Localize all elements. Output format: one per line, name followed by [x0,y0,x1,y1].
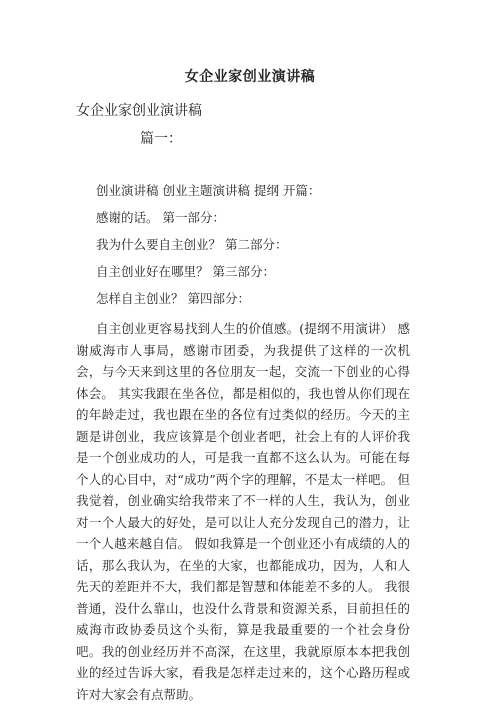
body-paragraph: 自主创业更容易找到人生的价值感。(提纲不用演讲） 感谢威海市人事局，感谢市团委，为我提供了这样的一次机会，与今天来到这里的各位朋友一起，交流一下创业的心得体会。 其实我跟在坐各位，都是相似的，我也曾从你们现在的年龄走过，我也跟在坐的各位有过类似的经历。今天的主题是讲创业，我应该算是个创业者吧，社会上有的人评价我是一个创业成功的人，可是我一直都不这么认为。可能在每个人的心目中，对“成功”两个字的理解，不是太一样吧。 但我觉着，创业确实给我带来了不一样的人生，我认为，创业对一个人最大的好处，是可以让人充分发现自己的潜力，让一个人越来越自信。 假如我算是一个创业还小有成绩的人的话，那么我认为，在坐的大家，也都能成功，因为，人和人先天的差距并不大，我们都是智慧和体能差不多的人。 我很普通，没什么靠山，也没什么背景和资源关系，目前担任的威海市政协委员这个头衔，算是我最重要的一个社会身份吧。我的创业经历并不高深，在这里，我就原原本本把我创业的经过告诉大家，看我是怎样走过来的，这个心路历程或许对大家会有点帮助。 [76,321,410,702]
document-title: 女企业家创业演讲稿 [184,69,316,85]
outline-line: 创业演讲稿 创业主题演讲稿 提纲 开篇： [96,183,321,198]
outline-line: 自主创业好在哪里？ 第三部分： [96,264,275,279]
outline-line: 我为什么要自主创业？ 第二部分： [96,237,288,252]
outline-line: 怎样自主创业？ 第四部分： [96,291,250,306]
document-subtitle: 女企业家创业演讲稿 [76,103,202,119]
outline-line: 感谢的话。 第一部分： [96,210,225,225]
section-label: 篇一： [140,131,182,147]
